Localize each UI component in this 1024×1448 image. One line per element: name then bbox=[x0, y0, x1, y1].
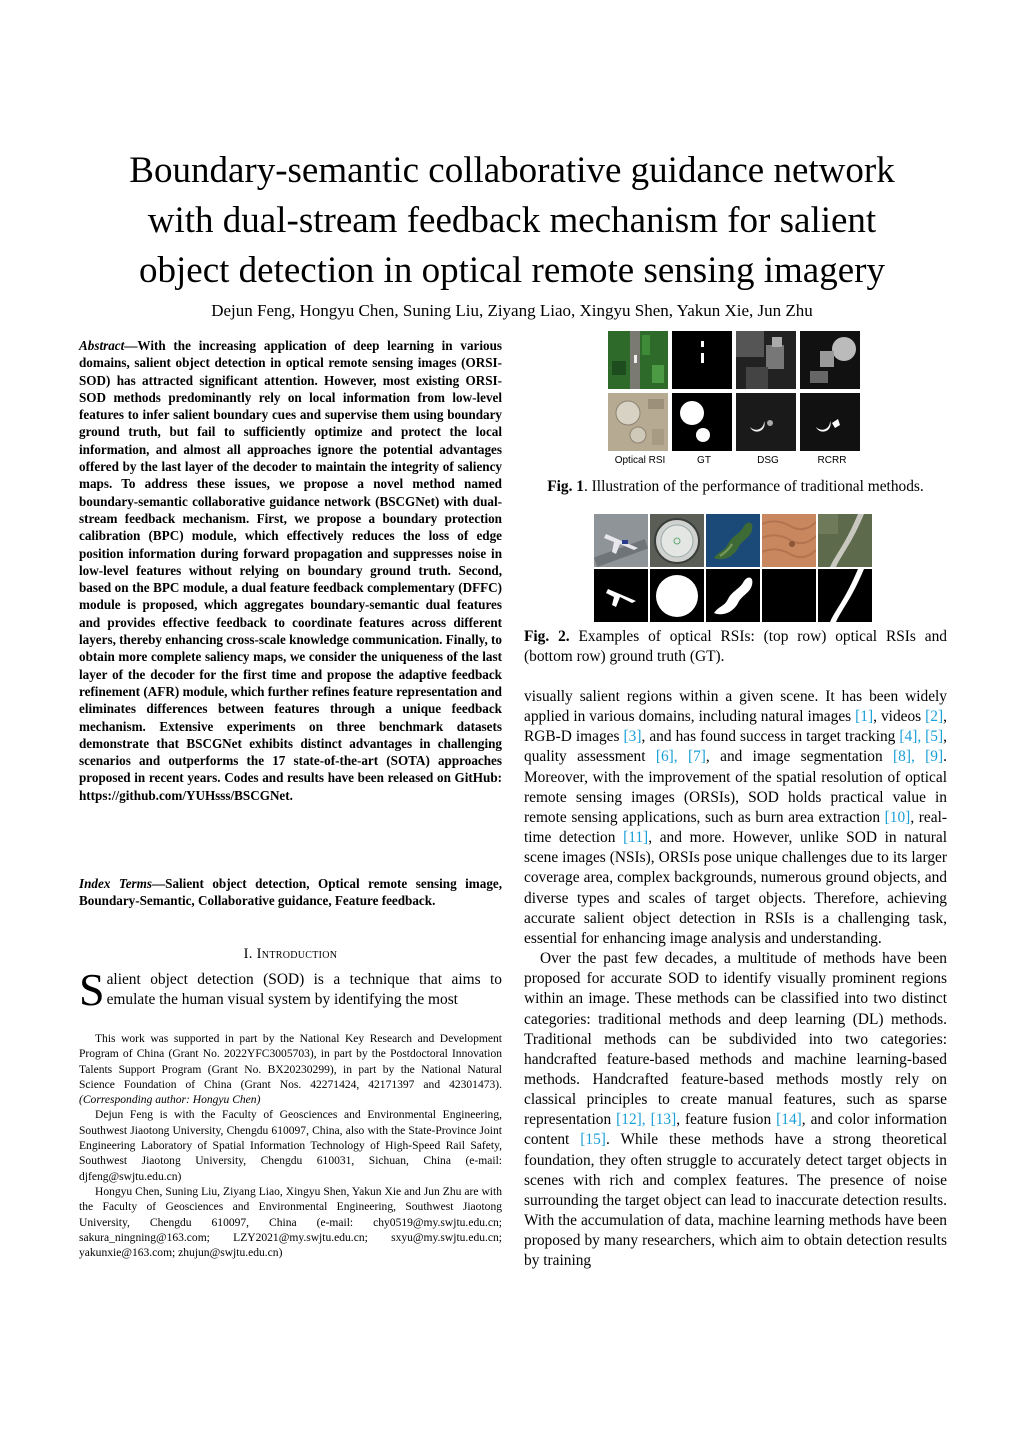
abstract-text: —With the increasing application of deep learning in various domains, salient object detection in optical remote sensing images (ORSI-SOD) has attracted significant attention. However, most existing ORSI-SOD methods predominantly rely on local information from low-level features to infer salient boundary cues and supervise them using boundary ground truth, but fail to sufficiently optimize and protect the local information, and almost all approaches ignore the potential advantages offered by the last layer of the decoder to maintain the integrity of saliency maps. To address these issues, we propose a novel method named boundary-semantic collaborative guidance network (BSCGNet) with dual-stream feedback mechanism. First, we propose a boundary protection calibration (BPC) module, which effectively reduces the loss of edge position information during forward propagation and suppresses noise in low-level features without relying on boundary ground truth. Second, based on the BPC module, a dual feature feedback complementary (DFFC) module is proposed, which aggregates boundary-semantic dual features and provides effective feedback to coordinate features across different layers, thereby enhancing cross-scale knowledge communication. Finally, to obtain more complete saliency maps, we consider the uniqueness of the last layer of the decoder for the first time and propose the adaptive feedback refinement (AFR) module, which further refines feature representation and eliminates differences between features through a unique feedback mechanism. Extensive experiments on three benchmark datasets demonstrate that BSCGNet exhibits distinct advantages in challenging scenarios and outperforms the 17 state-of-the-art (SOTA) approaches proposed in recent years. Codes and results have been released on GitHub: https://github.com/YUHsss/BSCGNet. bbox=[79, 338, 502, 803]
footnote-funding-text: This work was supported in part by the National Key Research and Development Program of China (Grant No. 2022YFC3005703), in part by the Postdoctoral Innovation Talents Support Program (Grant No. BX20230299), in part by the National Natural Science Foundation of China (Grant Nos. 42271424, 42171397 and 42301473). bbox=[79, 1033, 502, 1091]
footnote-funding bbox=[79, 1032, 502, 1108]
intro-paragraph bbox=[79, 964, 502, 1015]
body-text: , and has found success in target tracking bbox=[641, 728, 900, 746]
fig2-rsi-desert bbox=[762, 514, 816, 567]
body-text: . Moreover, with the improvement of the spatial resolution of optical remote sensing images (ORSIs), SOD holds practical value in remote sensing applications, such as burn area extraction bbox=[524, 748, 947, 826]
index-terms-label: Index Terms bbox=[79, 876, 152, 891]
fig1-optical-rsi-2 bbox=[608, 393, 668, 451]
right-column-body bbox=[524, 687, 947, 1272]
citation-link[interactable]: [6], [7] bbox=[655, 748, 706, 766]
fig2-gt-river bbox=[818, 569, 872, 622]
fig2-gt-airplane bbox=[594, 569, 648, 622]
figure-2-caption bbox=[524, 627, 947, 667]
paper-title bbox=[60, 146, 964, 296]
figure-1-caption bbox=[524, 478, 947, 496]
fig1-rcrr-1 bbox=[800, 331, 860, 389]
fig1-caption-label: Fig. 1 bbox=[547, 478, 584, 495]
body-paragraph-2 bbox=[524, 949, 947, 1272]
fig1-rcrr-2 bbox=[800, 393, 860, 451]
citation-link[interactable]: [2] bbox=[925, 708, 944, 726]
body-text: , and image segmentation bbox=[705, 748, 894, 766]
body-text: , feature fusion bbox=[676, 1111, 777, 1129]
fig1-label-1: Optical RSI bbox=[614, 455, 666, 466]
index-terms bbox=[79, 875, 502, 910]
citation-link[interactable]: [8], [9] bbox=[893, 748, 944, 766]
citation-link[interactable]: [4], [5] bbox=[899, 728, 944, 746]
citation-link[interactable]: [1] bbox=[855, 708, 874, 726]
fig2-rsi-island bbox=[706, 514, 760, 567]
citation-link[interactable]: [10] bbox=[884, 808, 911, 826]
intro-text: alient object detection (SOD) is a technique that aims to emulate the human visual system by identifying the most bbox=[106, 971, 502, 1008]
citation-link[interactable]: [12], [13] bbox=[616, 1111, 677, 1129]
fig2-gt-stadium bbox=[650, 569, 704, 622]
fig1-optical-rsi-1 bbox=[608, 331, 668, 389]
citation-link[interactable]: [14] bbox=[776, 1111, 802, 1129]
abstract bbox=[79, 337, 502, 804]
body-text: , quality assessment bbox=[524, 728, 947, 766]
fig2-rsi-river bbox=[818, 514, 872, 567]
body-text: Over the past few decades, a multitude of methods have been proposed for accurate SOD to identify visually prominent regions within an image. These methods can be classified into two distinct categories: traditional methods and deep learning (DL) methods. Traditional methods can be subdivided into two categories: handcrafted feature-based methods and machine learning-based methods. Handcrafted feature-based methods mostly rely on classical principles to create manual features, such as sparse representation bbox=[524, 950, 947, 1129]
body-text: , videos bbox=[873, 708, 926, 726]
index-terms-text: —Salient object detection, Optical remote sensing image, Boundary-Semantic, Collaborative guidance, Feature feedback. bbox=[79, 876, 503, 909]
fig2-gt-island bbox=[706, 569, 760, 622]
body-text: , RGB-D images bbox=[524, 708, 947, 746]
fig1-gt-1 bbox=[672, 331, 732, 389]
drop-cap: S bbox=[79, 964, 105, 1015]
fig2-caption-text: Examples of optical RSIs: (top row) optical RSIs and (bottom row) ground truth (GT). bbox=[524, 628, 947, 665]
citation-link[interactable]: [3] bbox=[623, 728, 642, 746]
fig1-dsg-2 bbox=[736, 393, 796, 451]
fig1-caption-text: . Illustration of the performance of traditional methods. bbox=[583, 478, 924, 495]
fig2-gt-desert bbox=[762, 569, 816, 622]
body-text: , and color information content bbox=[524, 1111, 947, 1149]
body-text: , and more. However, unlike SOD in natural scene images (NSIs), ORSIs pose unique challenges due to its larger coverage area, complex backgrounds, numerous ground objects, and diverse types and scales of target objects. Therefore, achieving accurate salient object detection in RSIs is a challenging task, essential for enhancing image analysis and understanding. bbox=[524, 829, 947, 947]
fig1-dsg-1 bbox=[736, 331, 796, 389]
fig1-label-2: GT bbox=[697, 455, 711, 466]
title-line-1: Boundary-semantic collaborative guidance network bbox=[129, 150, 895, 191]
fig2-rsi-airplane bbox=[594, 514, 648, 567]
fig1-label-3: DSG bbox=[757, 455, 779, 466]
citation-link[interactable]: [15] bbox=[580, 1131, 606, 1149]
author-list: Dejun Feng, Hongyu Chen, Suning Liu, Ziyang Liao, Xingyu Shen, Yakun Xie, Jun Zhu bbox=[211, 301, 813, 320]
fig2-caption-label: Fig. 2. bbox=[524, 628, 570, 645]
section-heading bbox=[79, 946, 502, 963]
title-line-3: object detection in optical remote sensing imagery bbox=[139, 250, 885, 291]
figure-1 bbox=[608, 331, 864, 466]
fig1-label-4: RCRR bbox=[817, 455, 847, 466]
title-line-2: with dual-stream feedback mechanism for salient bbox=[147, 200, 877, 241]
body-text: visually salient regions within a given scene. It has been widely applied in various domains, including natural images bbox=[524, 688, 947, 726]
footnote-affiliation-1: Dejun Feng is with the Faculty of Geosciences and Environmental Engineering, Southwest Jiaotong University, Chengdu 610097, China, also with the State-Province Joint Engineering Laboratory of Spatial Information Technology of High-Speed Rail Safety, Southwest Jiaotong University, Chengdu 610031, Sichuan, China (e-mail: djfeng@swjtu.edu.cn) bbox=[79, 1109, 502, 1183]
body-text: . While these methods have a strong theoretical foundation, they often struggle to accurately detect target objects in scenes with rich and complex features. The presence of noise surrounding the target object can lead to inaccurate detection results. With the accumulation of data, machine learning methods have been proposed by many researchers, which aim to obtain detection results by training bbox=[524, 1131, 947, 1270]
footnote bbox=[79, 1032, 502, 1261]
fig2-rsi-stadium bbox=[650, 514, 704, 567]
footnote-affiliation-2: Hongyu Chen, Suning Liu, Ziyang Liao, Xingyu Shen, Yakun Xie and Jun Zhu are with the Faculty of Geosciences and Environmental Engineering, Southwest Jiaotong University, Chengdu 610097, China (e-mail: chy0519@my.swjtu.edu.cn; sakura_ningning@163.com; LZY2021@my.swjtu.edu.cn; sxyu@my.swjtu.edu.cn; yakunxie@163.com; zhujun@swjtu.edu.cn) bbox=[79, 1185, 502, 1260]
figure-2 bbox=[594, 514, 875, 622]
section-number: I. bbox=[243, 946, 253, 962]
section-title: Introduction bbox=[256, 946, 338, 962]
citation-link[interactable]: [11] bbox=[623, 829, 649, 847]
body-text: , real-time detection bbox=[524, 808, 947, 847]
body-paragraph-1 bbox=[524, 687, 947, 949]
fig1-gt-2 bbox=[672, 393, 732, 451]
abstract-label: Abstract bbox=[79, 338, 125, 353]
corresponding-author: (Corresponding author: Hongyu Chen) bbox=[79, 1094, 261, 1107]
